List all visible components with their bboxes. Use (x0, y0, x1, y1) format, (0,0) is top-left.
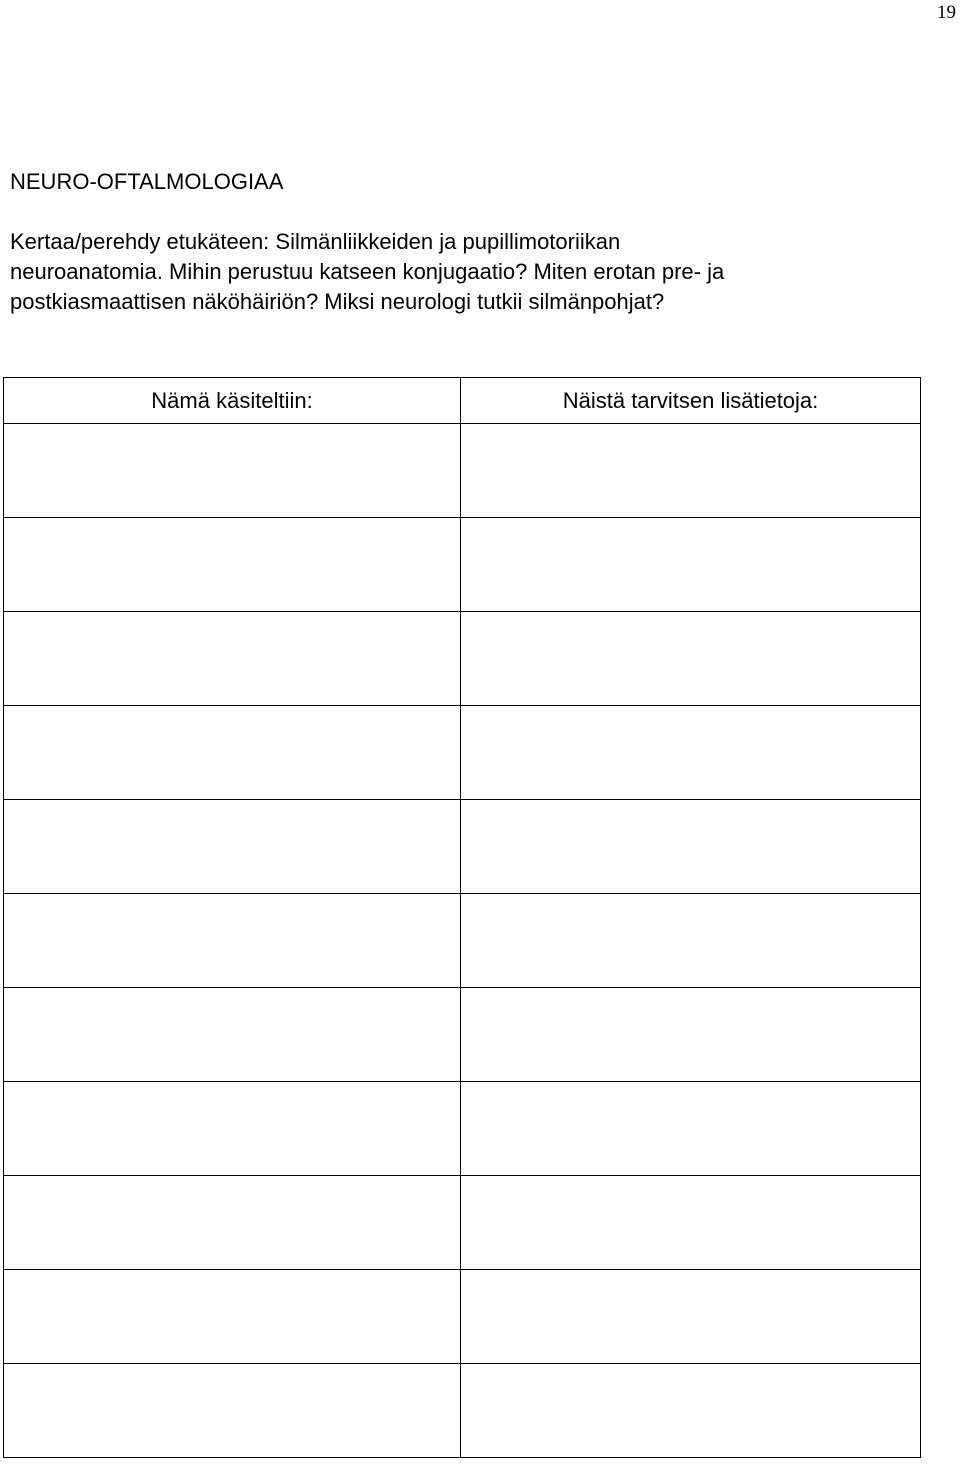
more-info-cell[interactable] (461, 988, 921, 1082)
more-info-cell[interactable] (461, 706, 921, 800)
need-more-info-header: Näistä tarvitsen lisätietoja: (461, 378, 921, 424)
intro-paragraph (10, 227, 910, 317)
covered-topics-header: Nämä käsiteltiin: (4, 378, 461, 424)
table-row (4, 706, 921, 800)
notes-table-body (4, 424, 921, 1458)
covered-topic-cell[interactable] (4, 894, 461, 988)
table-row (4, 1270, 921, 1364)
more-info-cell[interactable] (461, 1270, 921, 1364)
more-info-cell[interactable] (461, 800, 921, 894)
table-row (4, 424, 921, 518)
covered-topic-cell[interactable] (4, 1270, 461, 1364)
intro-line: postkiasmaattisen näköhäiriön? Miksi neurologi tutkii silmänpohjat? (10, 289, 665, 314)
covered-topic-cell[interactable] (4, 424, 461, 518)
covered-topic-cell[interactable] (4, 800, 461, 894)
table-row (4, 894, 921, 988)
more-info-cell[interactable] (461, 894, 921, 988)
table-row (4, 1364, 921, 1458)
table-row (4, 612, 921, 706)
covered-topic-cell[interactable] (4, 706, 461, 800)
table-row (4, 988, 921, 1082)
table-header-row (4, 378, 921, 424)
more-info-cell[interactable] (461, 424, 921, 518)
table-row (4, 518, 921, 612)
covered-topic-cell[interactable] (4, 612, 461, 706)
page-title: NEURO-OFTALMOLOGIAA (10, 169, 284, 194)
table-row (4, 800, 921, 894)
intro-line: neuroanatomia. Mihin perustuu katseen konjugaatio? Miten erotan pre- ja (10, 259, 725, 284)
table-row (4, 1082, 921, 1176)
more-info-cell[interactable] (461, 612, 921, 706)
covered-topic-cell[interactable] (4, 988, 461, 1082)
more-info-cell[interactable] (461, 518, 921, 612)
table-row (4, 1176, 921, 1270)
covered-topic-cell[interactable] (4, 1176, 461, 1270)
more-info-cell[interactable] (461, 1082, 921, 1176)
more-info-cell[interactable] (461, 1176, 921, 1270)
page-number: 19 (937, 2, 956, 23)
notes-table (3, 377, 921, 1458)
covered-topic-cell[interactable] (4, 518, 461, 612)
more-info-cell[interactable] (461, 1364, 921, 1458)
covered-topic-cell[interactable] (4, 1364, 461, 1458)
covered-topic-cell[interactable] (4, 1082, 461, 1176)
intro-line: Kertaa/perehdy etukäteen: Silmänliikkeiden ja pupillimotoriikan (10, 229, 621, 254)
